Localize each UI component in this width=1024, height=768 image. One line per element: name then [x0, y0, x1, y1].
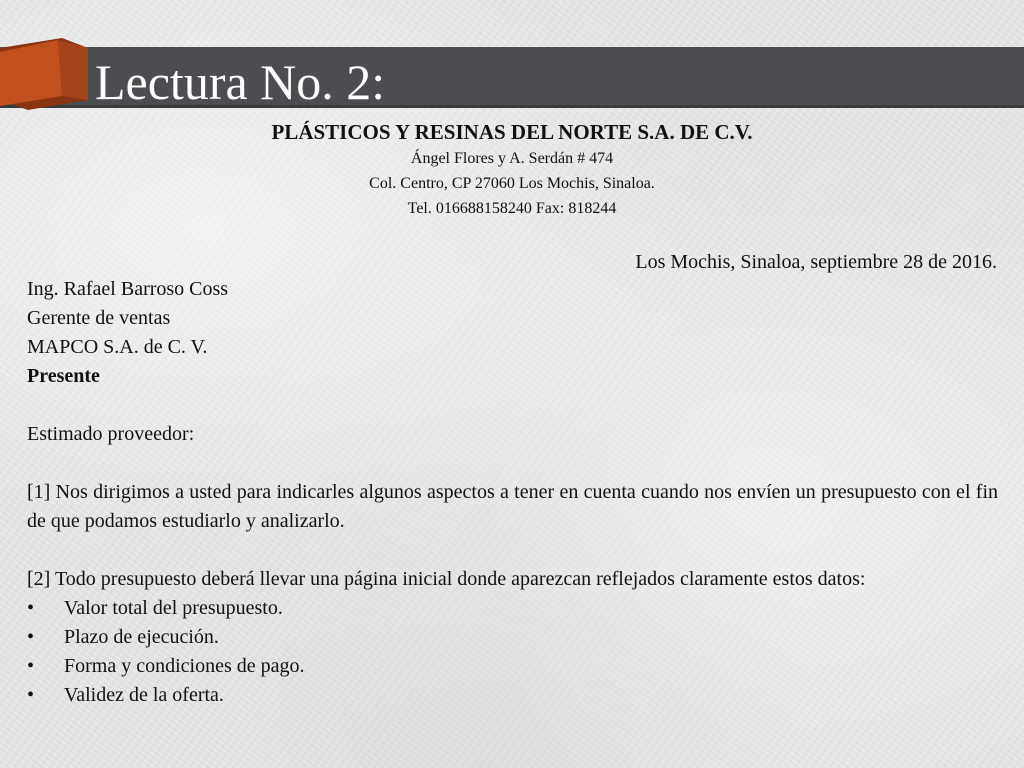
- requirements-list: [27, 594, 998, 710]
- bullet-icon: •: [27, 655, 35, 677]
- company-name: PLÁSTICOS Y RESINAS DEL NORTE S.A. DE C.V.: [271, 120, 753, 144]
- orange-accent-shape: [0, 0, 88, 115]
- list-item: [27, 594, 998, 623]
- letter-date: Los Mochis, Sinaloa, septiembre 28 de 2016.: [635, 251, 997, 273]
- bullet-icon: •: [27, 597, 35, 619]
- list-item: [27, 652, 998, 681]
- list-item-text: Plazo de ejecución.: [64, 626, 219, 648]
- recipient-name: Ing. Rafael Barroso Coss: [27, 278, 229, 300]
- list-item-text: Validez de la oferta.: [64, 684, 224, 706]
- phone-fax-line: Tel. 016688158240 Fax: 818244: [407, 200, 617, 217]
- letterhead: [0, 118, 1024, 221]
- greeting: Estimado proveedor:: [27, 423, 195, 445]
- recipient-title: Gerente de ventas: [27, 307, 171, 329]
- spacer: [27, 449, 998, 478]
- paragraph-2: [2] Todo presupuesto deberá llevar una página inicial donde aparezcan reflejados claramente estos datos:: [27, 568, 866, 590]
- spacer: [27, 391, 998, 420]
- recipient-company: MAPCO S.A. de C. V.: [27, 336, 208, 358]
- address-line-2: Col. Centro, CP 27060 Los Mochis, Sinaloa.: [369, 175, 655, 192]
- bullet-icon: •: [27, 626, 35, 648]
- list-item-text: Valor total del presupuesto.: [64, 597, 283, 619]
- spacer: [27, 536, 998, 565]
- slide-title: Lectura No. 2:: [95, 54, 386, 110]
- paragraph-1: [1] Nos dirigimos a usted para indicarles algunos aspectos a tener en cuenta cuando nos envíen un presupuesto con el fin de que podamos estudiarlo y analizarlo.: [27, 481, 998, 532]
- bullet-icon: •: [27, 684, 35, 706]
- letter-body: [27, 275, 998, 710]
- address-line-1: Ángel Flores y A. Serdán # 474: [410, 150, 614, 167]
- presente-label: Presente: [27, 365, 100, 387]
- list-item-text: Forma y condiciones de pago.: [64, 655, 305, 677]
- list-item: [27, 681, 998, 710]
- list-item: [27, 623, 998, 652]
